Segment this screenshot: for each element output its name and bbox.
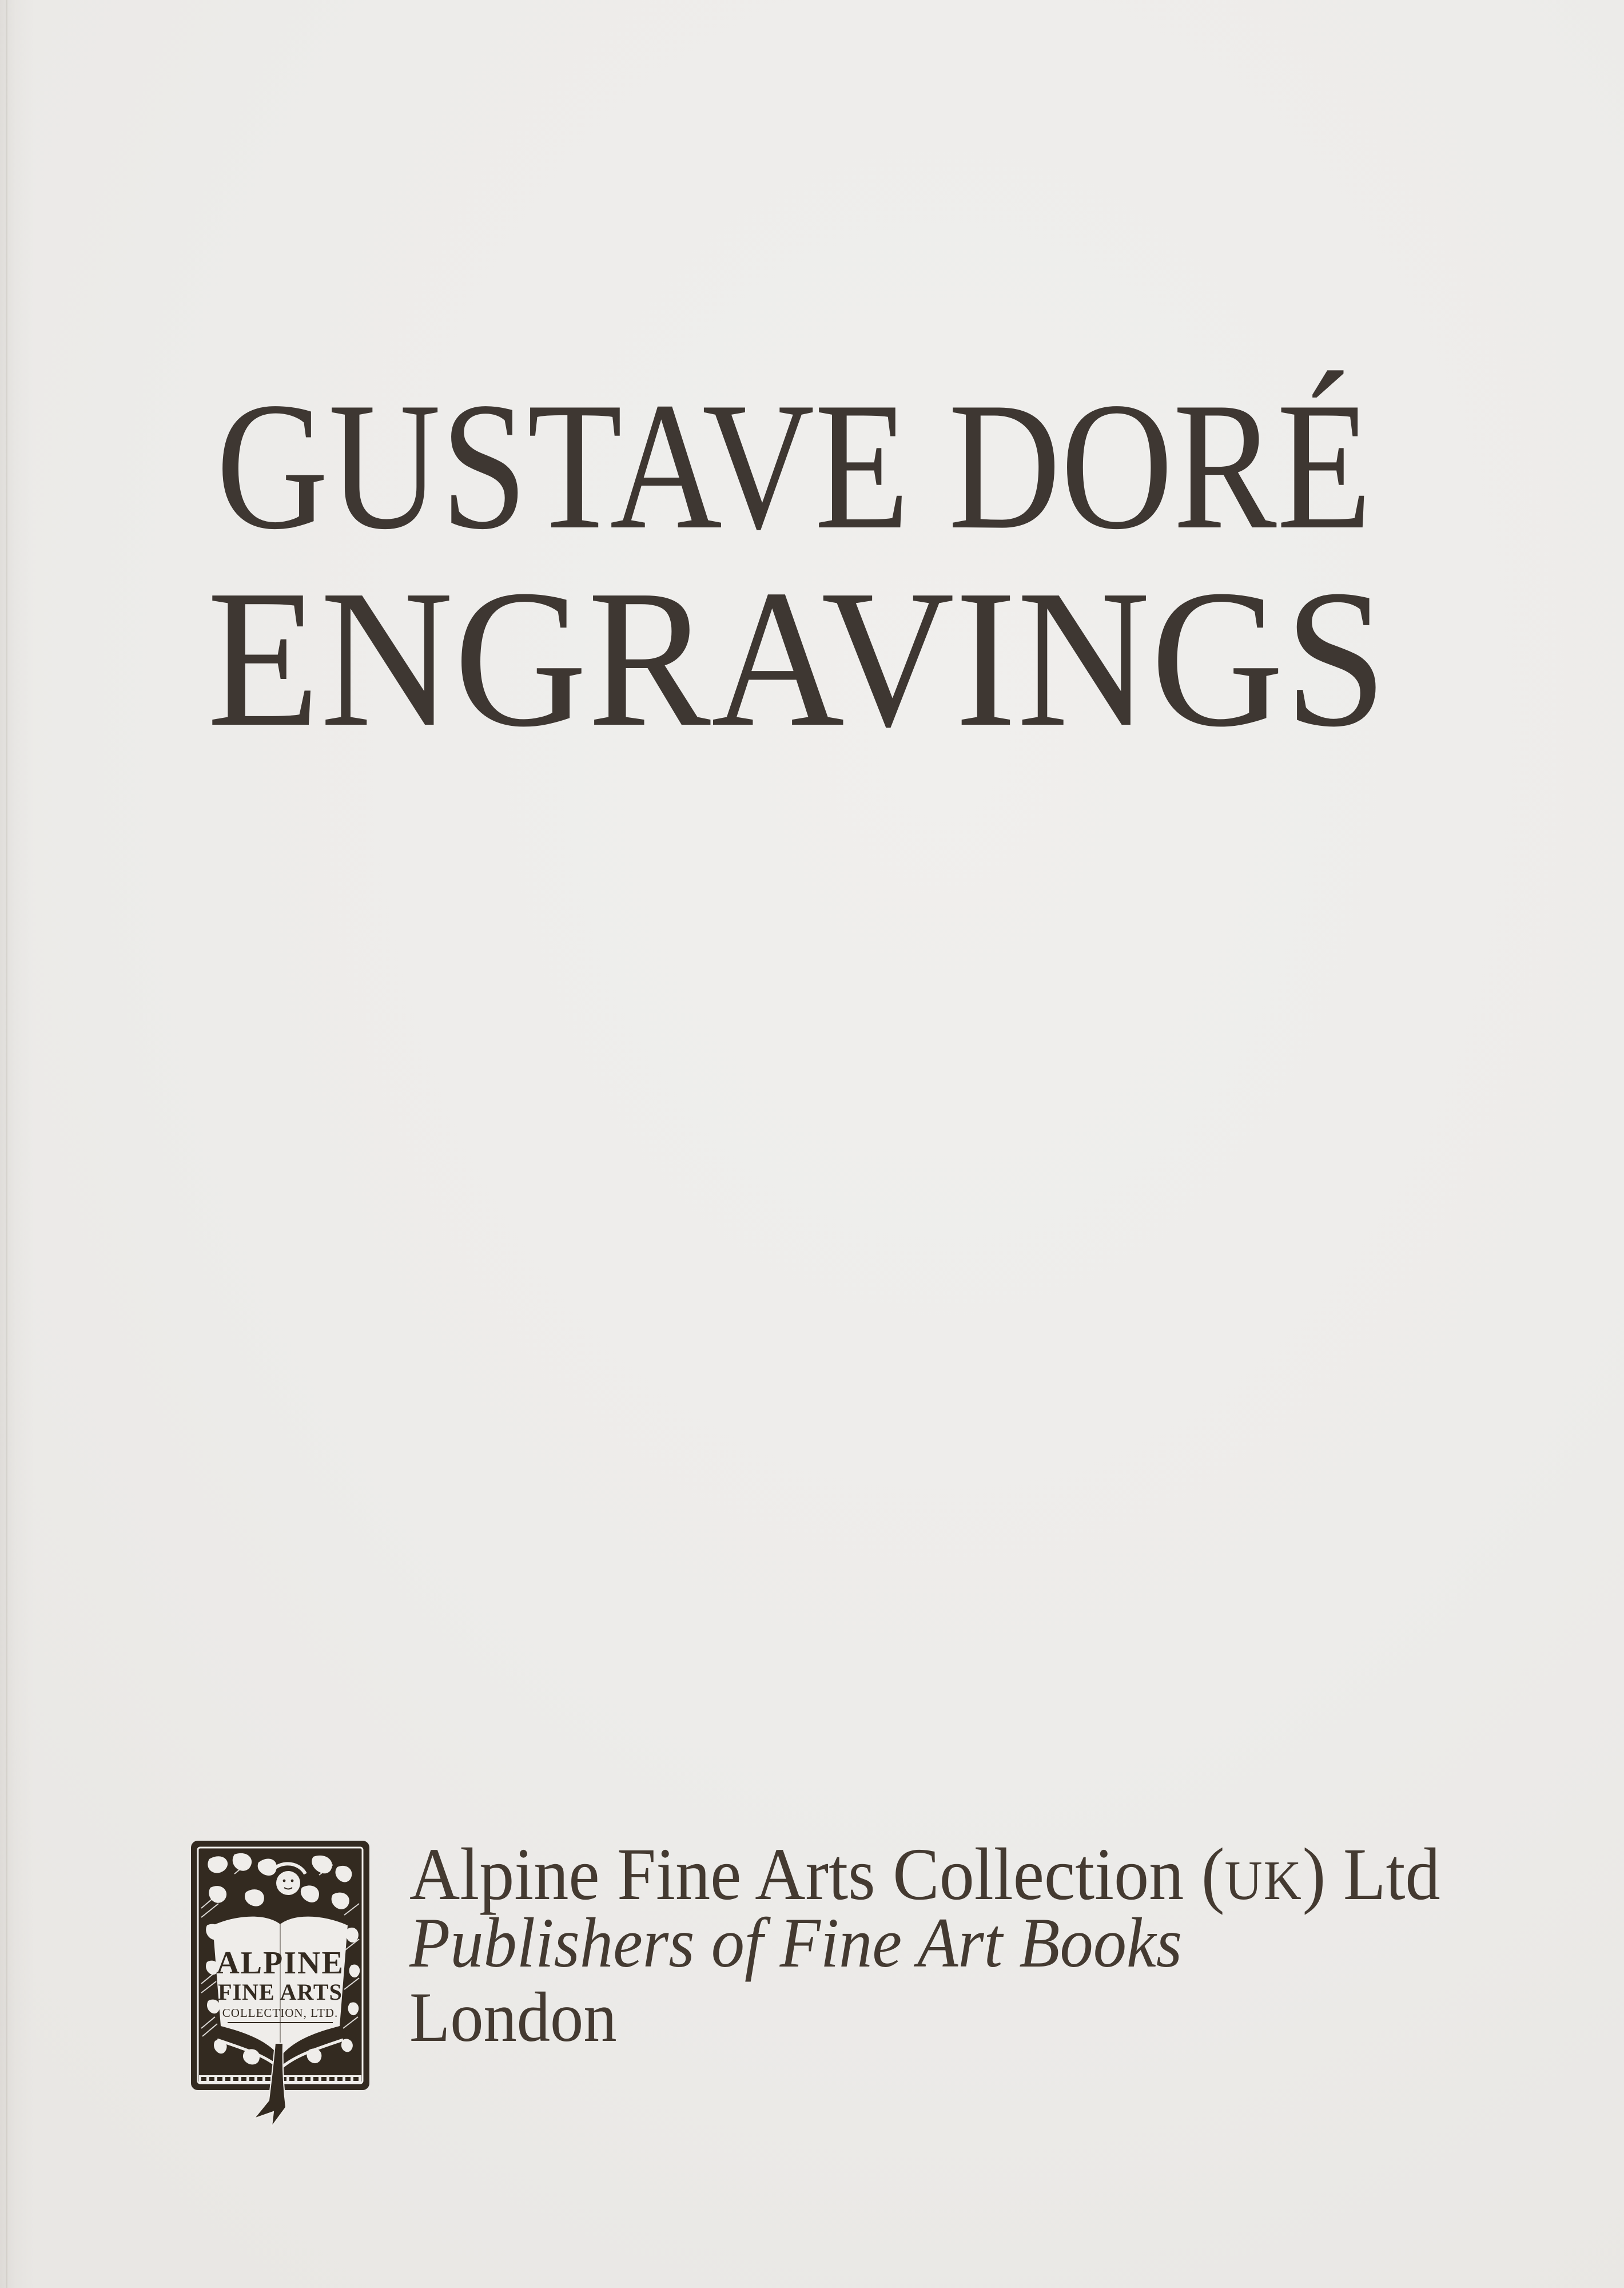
publisher-city: London [409,1978,617,2056]
colophon-text-collection-ltd: COLLECTION, LTD. [222,2006,339,2020]
publisher-country-smallcaps: UK [1224,1850,1303,1912]
page-gutter-line [6,0,7,2288]
colophon-text-fine-arts: FINE ARTS [218,1979,343,2005]
publisher-tagline: Publishers of Fine Art Books [409,1904,1183,1982]
colophon-text-alpine: ALPINE [216,1945,344,1981]
book-title-line-1: GUSTAVE DORÉ [216,365,1372,567]
publisher-name-suffix: ) Ltd [1302,1833,1440,1916]
page-gutter-shadow [0,0,34,2288]
publisher-name-prefix: Alpine Fine Arts Collection ( [409,1833,1225,1916]
publisher-name [409,1833,1440,1916]
publisher-colophon-logo [190,1840,371,2128]
book-title-line-2: ENGRAVINGS [207,549,1388,768]
